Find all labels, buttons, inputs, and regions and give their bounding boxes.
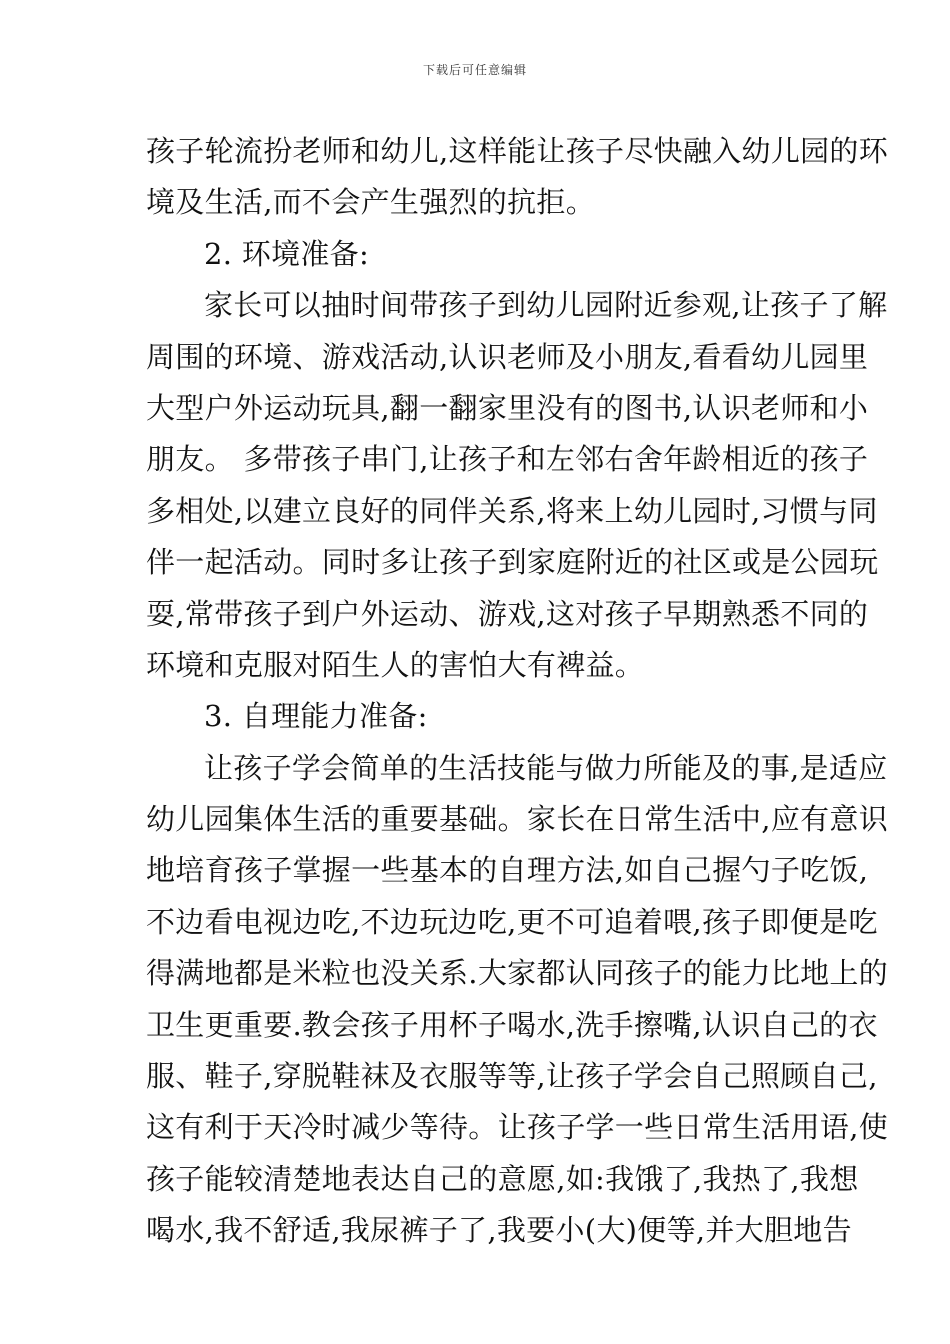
text-line-21: 孩子能较清楚地表达自己的意愿,如:我饿了,我热了,我想 — [146, 1161, 859, 1196]
text-line-8: 多相处,以建立良好的同伴关系,将来上幼儿园时,习惯与同 — [146, 493, 878, 528]
text-line-1: 孩子轮流扮老师和幼儿,这样能让孩子尽快融入幼儿园的环 — [146, 134, 889, 168]
text-line-15: 地培育孩子掌握一些基本的自理方法,如自己握勺子吃饭, — [146, 853, 869, 888]
text-line-18: 卫生更重要.教会孩子用杯子喝水,洗手擦嘴,认识自己的衣 — [146, 1007, 878, 1042]
text-line-2: 境及生活,而不会产生强烈的抗拒。 — [146, 185, 596, 220]
text-line-6: 大型户外运动玩具,翻一翻家里没有的图书,认识老师和小 — [146, 390, 869, 425]
text-line-10: 耍,常带孩子到户外运动、游戏,这对孩子早期熟悉不同的 — [146, 596, 869, 631]
text-line-22: 喝水,我不舒适,我尿裤子了,我要小(大)便等,并大胆地告 — [146, 1213, 852, 1248]
text-line-14: 幼儿园集体生活的重要基础。家长在日常生活中,应有意识 — [146, 802, 889, 837]
text-line-17: 得满地都是米粒也没关系.大家都认同孩子的能力比地上的 — [146, 956, 889, 991]
text-line-16: 不边看电视边吃,不边玩边吃,更不可追着喂,孩子即便是吃 — [146, 904, 878, 939]
text-line-19: 服、鞋子,穿脱鞋袜及衣服等等,让孩子学会自己照顾自己, — [146, 1059, 878, 1094]
text-line-7: 朋友。 多带孩子串门,让孩子和左邻右舍年龄相近的孩子 — [146, 442, 869, 477]
text-line-5: 周围的环境、游戏活动,认识老师及小朋友,看看幼儿园里 — [146, 339, 869, 374]
section-heading-self-care: 3. 自理能力准备: — [204, 699, 428, 734]
text-line-20: 这有利于天冷时减少等待。让孩子学一些日常生活用语,使 — [146, 1110, 889, 1145]
text-line-4: 家长可以抽时间带孩子到幼儿园附近参观,让孩子了解 — [204, 288, 888, 323]
document-body — [146, 126, 889, 1257]
text-line-11: 环境和克服对陌生人的害怕大有裨益。 — [146, 647, 645, 682]
section-heading-environment: 2. 环境准备: — [204, 236, 370, 271]
page-header: 下载后可任意编辑 — [422, 63, 527, 77]
text-line-9: 伴一起活动。同时多让孩子到家庭附近的社区或是公园玩 — [146, 545, 879, 580]
text-line-13: 让孩子学会简单的生活技能与做力所能及的事,是适应 — [204, 750, 888, 785]
